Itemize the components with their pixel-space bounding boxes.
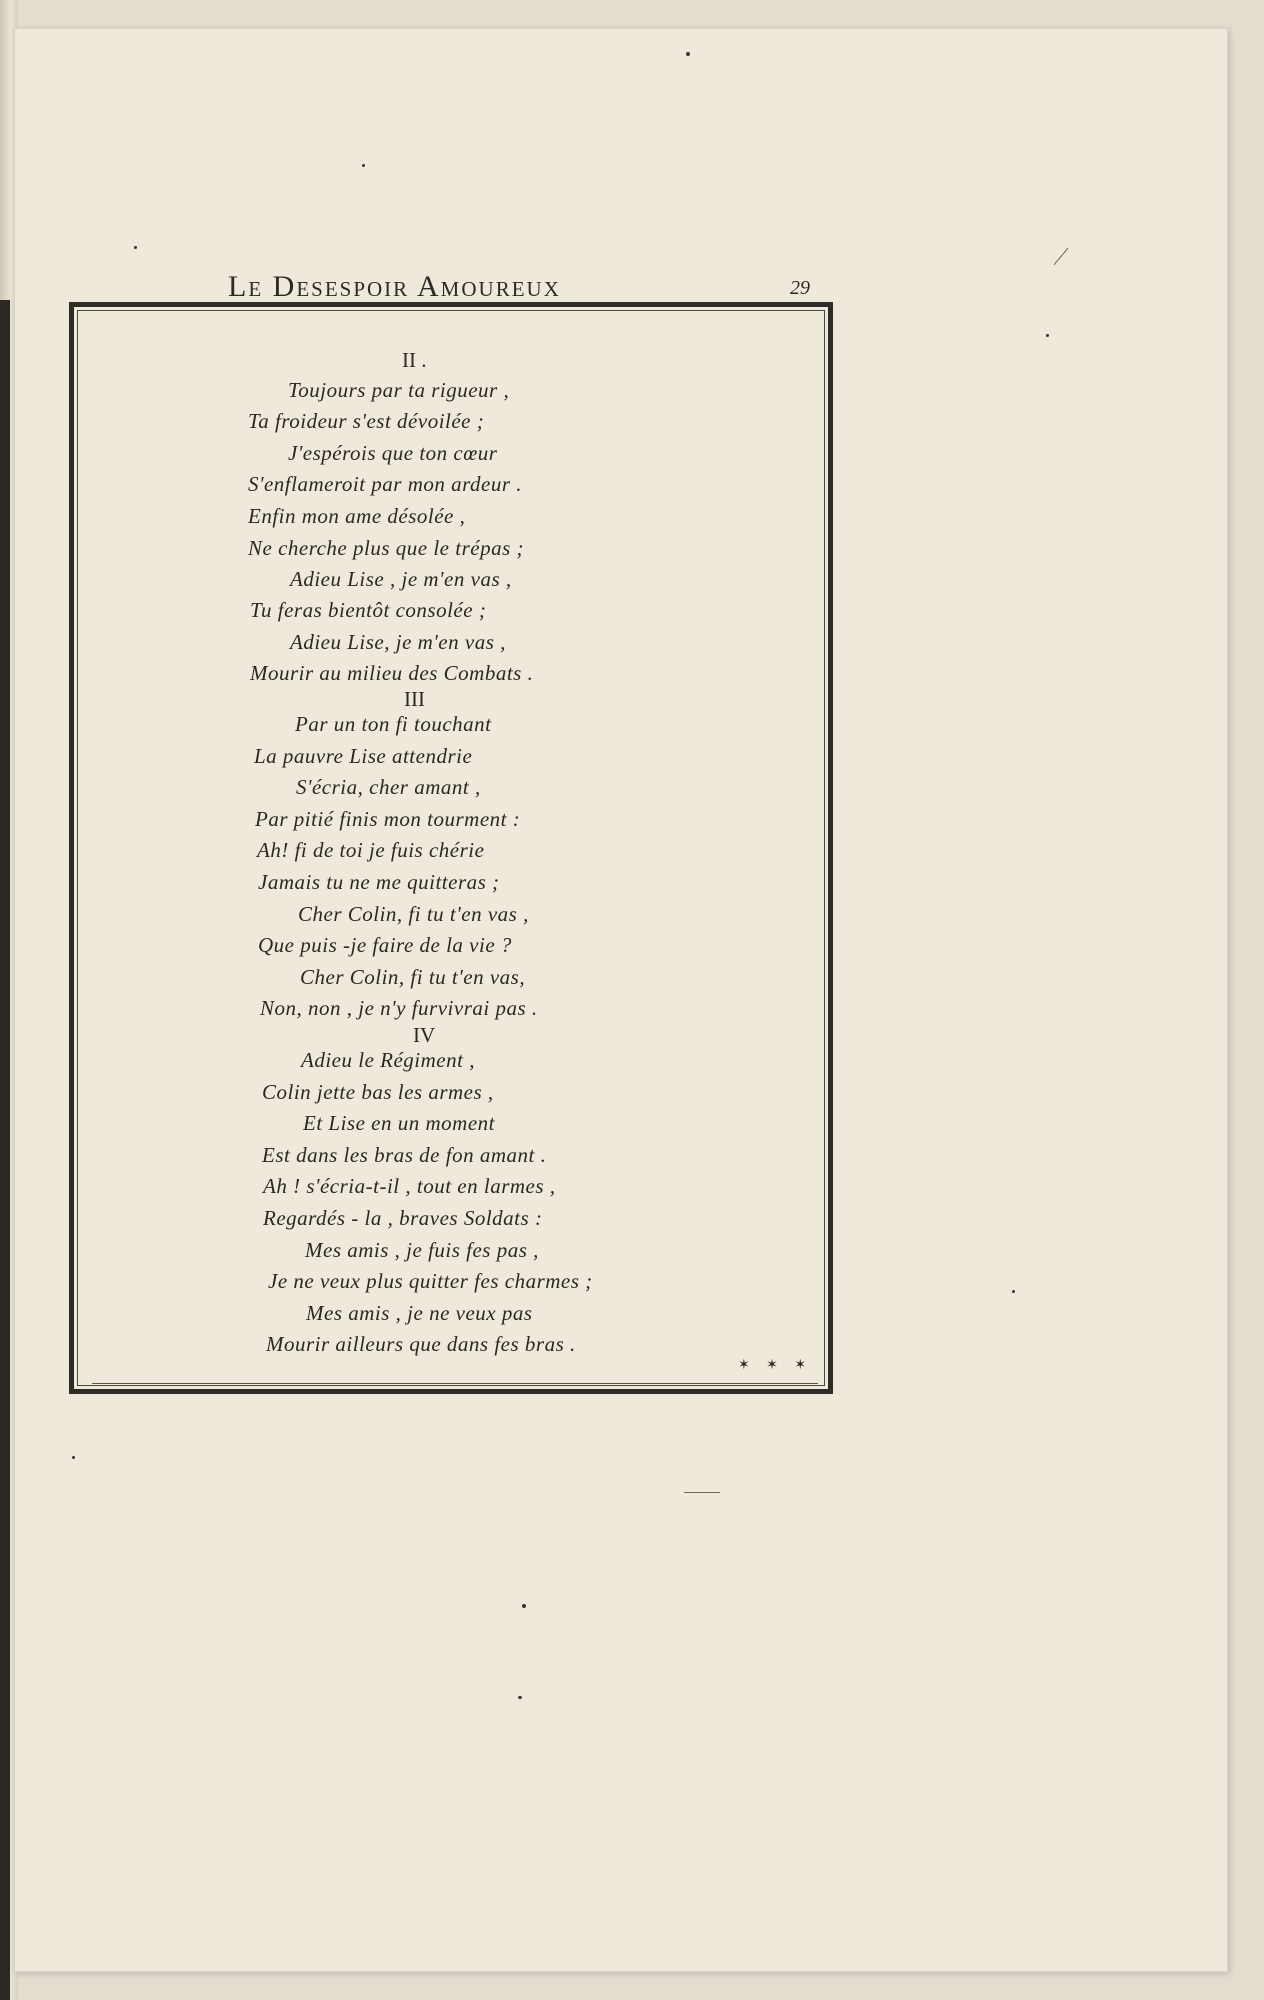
poem-line: La pauvre Lise attendrie <box>254 744 473 768</box>
poem-line: Mourir au milieu des Combats . <box>250 661 534 685</box>
poem-line: Adieu Lise, je m'en vas , <box>290 630 506 654</box>
poem-line: Cher Colin, fi tu t'en vas , <box>298 902 529 926</box>
paper-speck <box>72 1456 75 1459</box>
stanza-numeral: IV <box>413 1023 436 1047</box>
paper-speck <box>686 52 690 56</box>
page-title: Le Desespoir Amoureux <box>228 270 561 303</box>
paper-speck <box>522 1604 526 1608</box>
poem-line: Tu feras bientôt consolée ; <box>250 598 487 622</box>
poem-line: Regardés - la , braves Soldats : <box>263 1206 543 1230</box>
poem-line: Toujours par ta rigueur , <box>288 378 510 402</box>
poem-line: Et Lise en un moment <box>303 1111 495 1135</box>
page-number: 29 <box>790 277 810 299</box>
poem-line: Que puis -je faire de la vie ? <box>258 933 512 957</box>
poem-line: Ne cherche plus que le trépas ; <box>248 536 524 560</box>
poem-line: Jamais tu ne me quitteras ; <box>258 870 500 894</box>
poem-line: Ah! fi de toi je fuis chérie <box>257 838 485 862</box>
poem-line: Cher Colin, fi tu t'en vas, <box>300 965 526 989</box>
poem-line: Par un ton fi touchant <box>295 712 492 736</box>
paper-speck <box>362 164 365 167</box>
poem-line: J'espérois que ton cœur <box>288 441 498 465</box>
poem-line: S'enflameroit par mon ardeur . <box>248 472 523 496</box>
poem-line: Par pitié finis mon tourment : <box>255 807 521 831</box>
paper-speck <box>1012 1290 1015 1293</box>
paper-speck <box>134 246 137 249</box>
ornament-stars: ✶ ✶ ✶ <box>738 1357 813 1373</box>
poem-line: Adieu le Régiment , <box>301 1048 475 1072</box>
stanza-numeral: III <box>404 687 425 711</box>
poem-line: Ah ! s'écria-t-il , tout en larmes , <box>263 1174 556 1198</box>
paper-speck <box>518 1696 522 1699</box>
poem-line: Ta froideur s'est dévoilée ; <box>248 409 485 433</box>
poem-line: Non, non , je n'y furvivrai pas . <box>260 996 538 1020</box>
poem-line: Est dans les bras de fon amant . <box>262 1143 547 1167</box>
poem-line: S'écria, cher amant , <box>296 775 481 799</box>
poem-line: Mes amis , je fuis fes pas , <box>305 1238 539 1262</box>
paper-speck <box>1046 334 1049 337</box>
stanza-numeral: II . <box>402 348 427 372</box>
poem-line: Mes amis , je ne veux pas <box>306 1301 533 1325</box>
poem-line: Je ne veux plus quitter fes charmes ; <box>268 1269 593 1293</box>
poem-line: Colin jette bas les armes , <box>262 1080 494 1104</box>
poem-line: Enfin mon ame désolée , <box>248 504 466 528</box>
poem-line: Mourir ailleurs que dans fes bras . <box>266 1332 576 1356</box>
paper-mark <box>684 1492 720 1493</box>
poem-line: Adieu Lise , je m'en vas , <box>290 567 512 591</box>
